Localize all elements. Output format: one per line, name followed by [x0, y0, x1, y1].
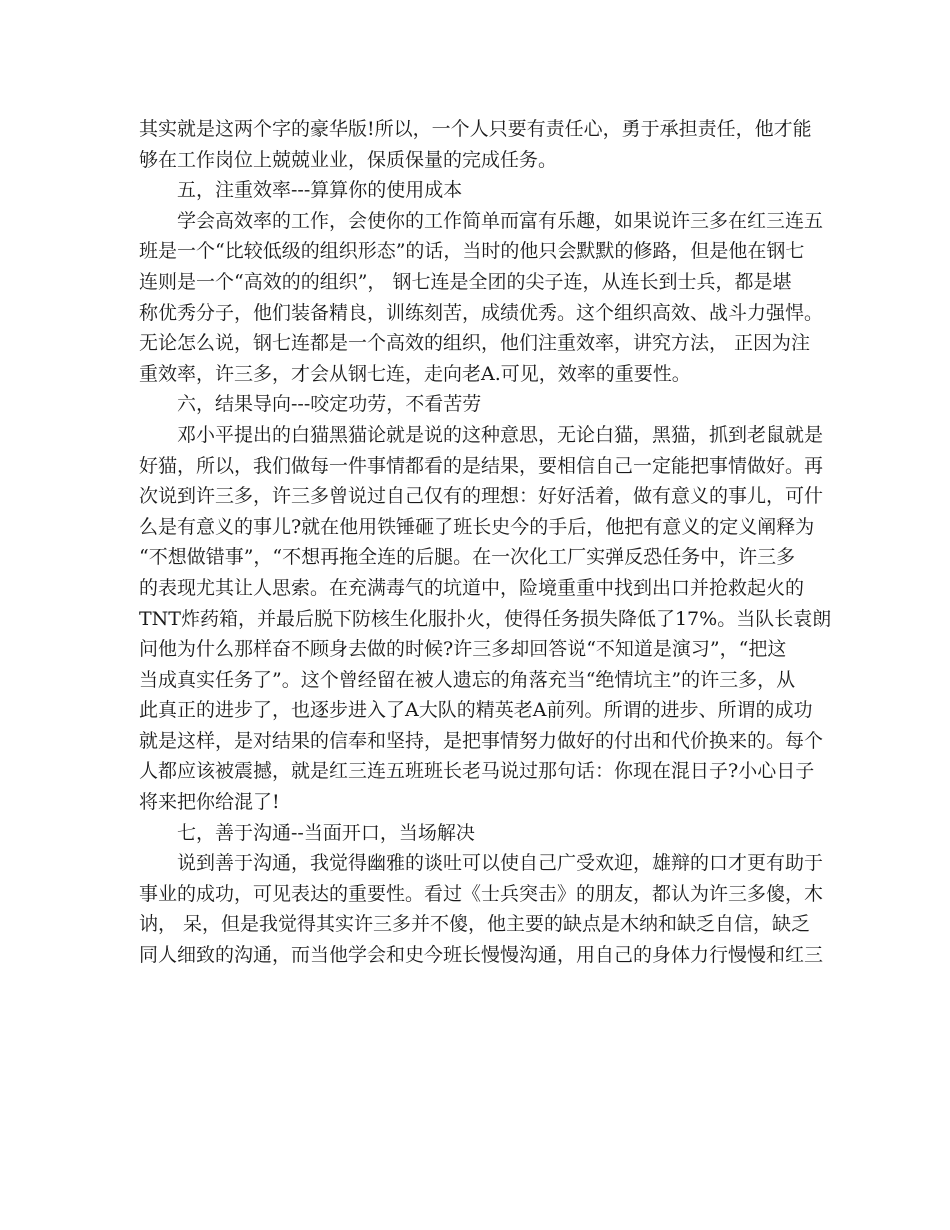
paragraph-line: 讷， 呆，但是我觉得其实许三多并不傻，他主要的缺点是木纳和缺乏自信，缺乏 [139, 913, 811, 936]
paragraph-line: 当成真实任务了”。这个曾经留在被人遗忘的角落充当“绝情坑主”的许三多，从 [139, 668, 796, 691]
body-text [139, 114, 832, 971]
paragraph-line: 称优秀分子，他们装备精良，训练刻苦，成绩优秀。这个组织高效、战斗力强悍。 [139, 301, 824, 324]
paragraph-line: 将来把你给混了! [139, 791, 280, 814]
paragraph-line-indented: 六，结果导向---咬定功劳，不看苦劳 [177, 393, 482, 416]
paragraph-line: 其实就是这两个字的豪华版!所以，一个人只要有责任心，勇于承担责任，他才能 [139, 118, 812, 140]
paragraph-line: 么是有意义的事儿?就在他用铁锤砸了班长史今的手后，他把有意义的定义阐释为 [139, 515, 815, 538]
paragraph-line: 同人细致的沟通，而当他学会和史今班长慢慢沟通，用自己的身体力行慢慢和红三 [139, 944, 824, 967]
paragraph-line: 重效率，许三多，才会从钢七连，走向老A.可见，效率的重要性。 [139, 362, 691, 385]
paragraph-line: 问他为什么那样奋不顾身去做的时候?许三多却回答说“不知道是演习”，“把这 [139, 638, 787, 661]
paragraph-line: 的表现尤其让人思索。在充满毒气的坑道中，险境重重中找到出口并抢救起火的 [139, 576, 805, 599]
paragraph-line: 次说到许三多，许三多曾说过自己仅有的理想：好好活着，做有意义的事儿，可什 [139, 485, 824, 508]
paragraph-line: 事业的成功，可见表达的重要性。看过《士兵突击》的朋友，都认为许三多傻，木 [139, 882, 824, 905]
paragraph-line: 就是这样，是对结果的信奉和坚持，是把事情努力做好的付出和代价换来的。每个 [139, 729, 824, 752]
paragraph-line: 好猫，所以，我们做每一件事情都看的是结果，要相信自己一定能把事情做好。再 [139, 454, 824, 477]
paragraph-line: 班是一个“比较低级的组织形态”的话，当时的他只会默默的修路，但是他在钢七 [139, 240, 805, 263]
paragraph-line: 连则是一个“高效的的组织”， 钢七连是全团的尖子连，从连长到士兵，都是堪 [139, 270, 792, 293]
paragraph-line: 此真正的进步了，也逐步进入了A大队的精英老A前列。所谓的进步、所谓的成功 [139, 699, 813, 722]
paragraph-line-indented: 邓小平提出的白猫黑猫论就是说的这种意思，无论白猫，黑猫，抓到老鼠就是 [177, 423, 824, 446]
paragraph-line-indented: 五，注重效率---算算你的使用成本 [177, 179, 463, 202]
paragraph-line: “不想做错事”，“不想再拖全连的后腿。在一次化工厂实弹反恐任务中，许三多 [139, 546, 796, 569]
paragraph-line-indented: 学会高效率的工作，会使你的工作简单而富有乐趣，如果说许三多在红三连五 [177, 209, 824, 232]
paragraph-line: 无论怎么说，钢七连都是一个高效的组织，他们注重效率，讲究方法， 正因为注 [139, 332, 811, 355]
paragraph-line: 够在工作岗位上兢兢业业，保质保量的完成任务。 [139, 148, 558, 171]
paragraph-line: 人都应该被震撼，就是红三连五班班长老马说过那句话：你现在混日子?小心日子 [139, 760, 815, 783]
paragraph-line-indented: 七，善于沟通--当面开口，当场解决 [177, 821, 475, 844]
paragraph-line: TNT炸药箱，并最后脱下防核生化服扑火，使得任务损失降低了17%。当队长袁朗 [139, 607, 832, 630]
paragraph-line-indented: 说到善于沟通，我觉得幽雅的谈吐可以使自己广受欢迎，雄辩的口才更有助于 [177, 852, 824, 875]
